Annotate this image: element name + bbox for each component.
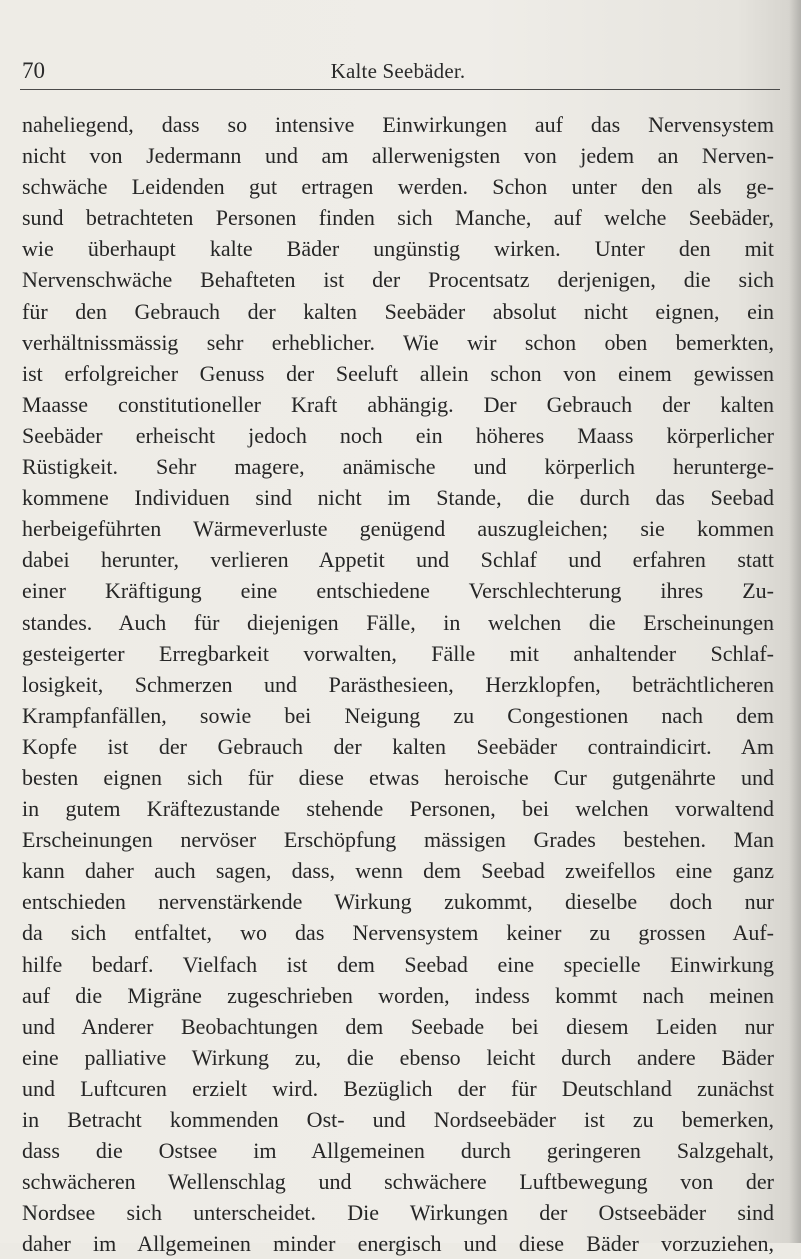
- body-paragraph: [22, 109, 774, 1259]
- text-line: Krampfanfällen, sowie bei Neigung zu Congestionen nach dem: [22, 702, 774, 728]
- text-line: besten eignen sich für diese etwas heroische Cur gutgenährte und: [22, 764, 774, 790]
- header-rule: [20, 89, 780, 90]
- text-line: Nordsee sich unterscheidet. Die Wirkungen der Ostseebäder sind: [22, 1200, 774, 1226]
- text-line: schwäche Leidenden gut ertragen werden. Schon unter den als ge-: [22, 174, 774, 200]
- text-line: Maasse constitutioneller Kraft abhängig. Der Gebrauch der kalten: [22, 391, 774, 417]
- text-line: kommene Individuen sind nicht im Stande, die durch das Seebad: [22, 485, 774, 511]
- text-line: ist erfolgreicher Genuss der Seeluft allein schon von einem gewissen: [22, 360, 774, 386]
- text-line: nicht von Jedermann und am allerwenigsten von jedem an Nerven-: [22, 143, 774, 169]
- text-line: Kopfe ist der Gebrauch der kalten Seebäder contraindicirt. Am: [22, 733, 774, 759]
- text-line: Nervenschwäche Behafteten ist der Procentsatz derjenigen, die sich: [22, 267, 774, 293]
- page-header: [22, 56, 774, 86]
- text-line: dass die Ostsee im Allgemeinen durch geringeren Salzgehalt,: [22, 1138, 774, 1164]
- text-line: losigkeit, Schmerzen und Parästhesieen, Herzklopfen, beträchtlicheren: [22, 671, 774, 697]
- page-edge-shadow: [789, 0, 801, 1243]
- text-line: Rüstigkeit. Sehr magere, anämische und körperlich herunterge-: [22, 454, 774, 480]
- text-line: Seebäder erheischt jedoch noch ein höheres Maass körperlicher: [22, 422, 774, 448]
- text-line: kann daher auch sagen, dass, wenn dem Seebad zweifellos eine ganz: [22, 858, 774, 884]
- text-line: sund betrachteten Personen finden sich Manche, auf welche Seebäder,: [22, 205, 774, 231]
- text-line: standes. Auch für diejenigen Fälle, in welchen die Erscheinungen: [22, 609, 774, 635]
- text-line: hilfe bedarf. Vielfach ist dem Seebad eine specielle Einwirkung: [22, 951, 774, 977]
- text-line: Erscheinungen nervöser Erschöpfung mässigen Grades bestehen. Man: [22, 827, 774, 853]
- text-line: dabei herunter, verlieren Appetit und Schlaf und erfahren statt: [22, 547, 774, 573]
- text-line: naheliegend, dass so intensive Einwirkungen auf das Nervensystem: [22, 112, 774, 137]
- text-line: verhältnissmässig sehr erheblicher. Wie wir schon oben bemerkten,: [22, 329, 774, 355]
- text-line: einer Kräftigung eine entschiedene Verschlechterung ihres Zu-: [22, 578, 774, 604]
- text-line: wie überhaupt kalte Bäder ungünstig wirken. Unter den mit: [22, 236, 774, 262]
- text-line: für den Gebrauch der kalten Seebäder absolut nicht eignen, ein: [22, 298, 774, 324]
- page-number: 70: [22, 58, 45, 83]
- text-line: daher im Allgemeinen minder energisch und diese Bäder vorzuziehen,: [22, 1231, 774, 1257]
- text-line: auf die Migräne zugeschrieben worden, indess kommt nach meinen: [22, 982, 774, 1008]
- text-line: eine palliative Wirkung zu, die ebenso leicht durch andere Bäder: [22, 1044, 774, 1070]
- running-title: Kalte Seebäder.: [330, 59, 466, 83]
- text-line: in Betracht kommenden Ost- und Nordseebäder ist zu bemerken,: [22, 1107, 774, 1132]
- text-line: schwächeren Wellenschlag und schwächere Luftbewegung von der: [22, 1169, 774, 1195]
- text-line: da sich entfaltet, wo das Nervensystem keiner zu grossen Auf-: [22, 920, 774, 946]
- text-line: gesteigerter Erregbarkeit vorwalten, Fälle mit anhaltender Schlaf-: [22, 640, 774, 666]
- text-line: herbeigeführten Wärmeverluste genügend auszugleichen; sie kommen: [22, 516, 774, 542]
- text-line: entschieden nervenstärkende Wirkung zukommt, dieselbe doch nur: [22, 889, 774, 915]
- text-line: und Anderer Beobachtungen dem Seebade bei diesem Leiden nur: [22, 1013, 774, 1039]
- text-line: in gutem Kräftezustande stehende Personen, bei welchen vorwaltend: [22, 796, 774, 822]
- text-line: und Luftcuren erzielt wird. Bezüglich der für Deutschland zunächst: [22, 1075, 774, 1101]
